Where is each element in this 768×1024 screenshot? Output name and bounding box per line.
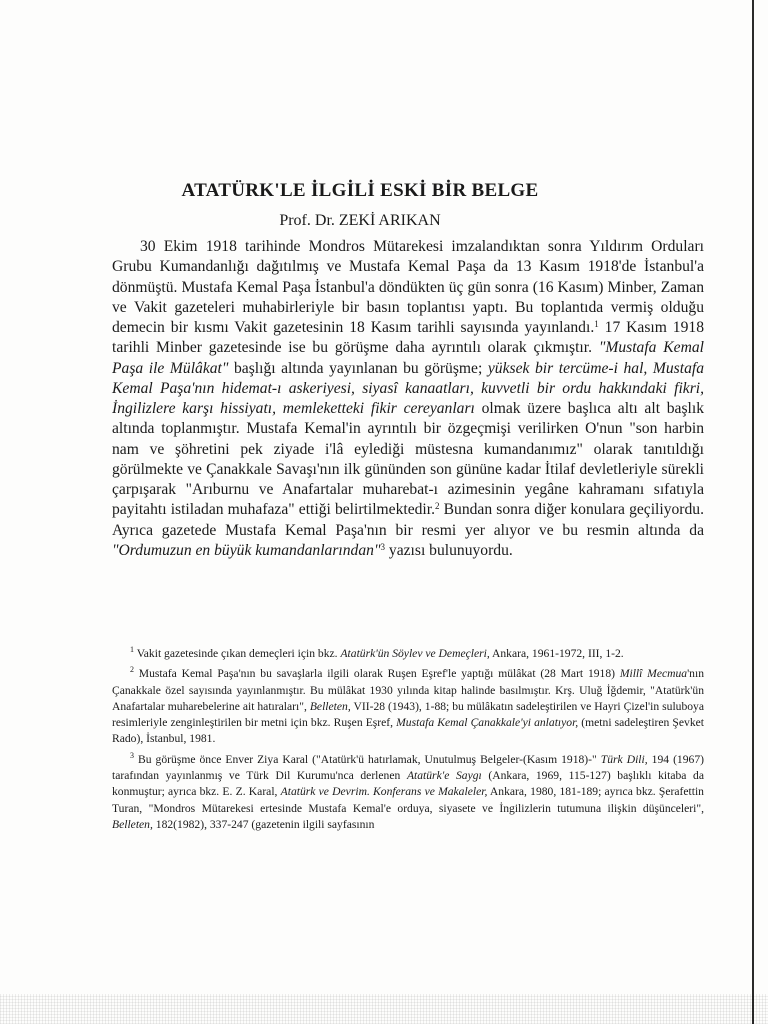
scan-noise xyxy=(0,994,768,1024)
italic-run: Atatürk'ün Söylev ve Demeçleri, xyxy=(340,647,490,660)
italic-run: Mustafa Kemal Çanakkale'yi anlatıyor, xyxy=(396,716,579,730)
text-run: başlığı altında yayınlanan bu görüşme; xyxy=(228,359,488,377)
footnote-marker: 2 xyxy=(130,665,134,675)
footnotes xyxy=(112,646,704,833)
text-run: 182(1982), 337-247 (gazetenin ilgili sayfasının xyxy=(152,817,375,831)
italic-run: Belleten, xyxy=(309,699,351,713)
italic-run: "Mustafa Kemal Paşa ile Mülâkat" xyxy=(112,339,704,377)
italic-run: Atatürk ve Devrim. Konferans ve Makaleler, xyxy=(280,785,488,799)
text-run: Ankara, 1980, 181-189; ayrıca bkz. Şerafettin Turan, "Mondros Mütarekesi ertesinde Mustafa Kemal'e orduya, siyasete ve İngilizlerin tutumuna ilişkin düşünceleri", xyxy=(112,785,704,815)
text-run: 194 (1967) tarafından yayınlanmış ve Türk Dil Kurumu'nca derlenen xyxy=(112,752,704,783)
text-run: 'nın Çanakkale özel sayısında yayınlanmıştır. Bu mülâkat 1930 yılında kitap halinde basılmıştır. Krş. Uluğ İğdemir, "Atatürk'ün Anafartalar muharebelerine ait hatıraları", xyxy=(112,667,704,713)
italic-run: yüksek bir tercüme-i hal, Mustafa Kemal Paşa'nın hidemat-ı askeriyesi, siyasî kanaatları, kuvvetli bir ordu hakkındaki fikri, İngilizlere karşı hissiyatı, memleketteki fikir cereyanları xyxy=(112,359,704,417)
body-paragraph xyxy=(112,237,704,561)
footnote-1 xyxy=(112,646,704,662)
article-author: Prof. Dr. ZEKİ ARIKAN xyxy=(279,212,441,229)
text-run: Bundan sonra diğer konulara geçiliyordu. Ayrıca gazetede Mustafa Kemal Paşa'nın bir resmi yer alıyor ve bu resmin altında da xyxy=(112,501,704,539)
article-body xyxy=(112,237,704,561)
text-run: (metni sadeleştiren Şevket Rado), İstanbul, 1981. xyxy=(112,716,704,746)
footnote-marker: 1 xyxy=(130,645,134,654)
footnote-marker: 3 xyxy=(130,750,134,760)
text-run: VII-28 (1943), 1-88; bu mülâkatın sadeleştirilen ve Hayri Çizel'in suluboya resimleriyle zenginleştirilen bir metni için bkz. Ruşen Eşref, xyxy=(112,699,704,730)
footnote-3 xyxy=(112,752,704,833)
italic-run: Atatürk'e Saygı xyxy=(406,769,482,783)
text-run: olmak üzere başlıca altı alt başlık altında toplanmıştır. Mustafa Kemal'in ayrıntılı bir özgeçmişi verilirken O'nun "son harbin nam ve şöhretini pek ziyade i'lâ eylediği müstesna kumandanımız" olarak tanıtıldığı görülmekte ve Çanakkale Savaşı'nın ilk gününden son gününe kadar İtilaf devletleriyle sürekli çarpışarak "Arıburnu ve Anafartalar muharebat-ı azimesinin yegâne kahramanı sıfatıyla payitahtı istiladan muhafaza" ettiği belirtilmektedir. xyxy=(112,400,704,519)
text-run: (Ankara, 1969, 115-127) başlıklı kitaba da konmuştur; ayrıca bkz. E. Z. Karal, xyxy=(112,769,704,799)
text-run: Mustafa Kemal Paşa'nın bu savaşlarla ilgili olarak Ruşen Eşref'le yaptığı mülâkat (28 Mart 1918) xyxy=(134,667,620,681)
footnote-marker: 2 xyxy=(435,501,440,512)
italic-run: "Ordumuzun en büyük kumandanlarından" xyxy=(112,541,381,559)
text-run: Vakit gazetesinde çıkan demeçleri için bkz. xyxy=(134,647,341,660)
text-run: 30 Ekim 1918 tarihinde Mondros Mütarekesi imzalandıktan sonra Yıldırım Orduları Grubu Kumandanlığı dağıtılmış ve Mustafa Kemal Paşa da 13 Kasım 1918'de İstanbul'a dönmüştü. Mustafa Kemal Paşa İstanbul'a döndükten üç gün sonra (16 Kasım) Minber, Zaman ve Vakit gazeteleri muhabirleriyle bir basın toplantısı yaptı. Bu toplantıda vermiş olduğu demecin bir kısmı Vakit gazetesinin 18 Kasım tarihli sayısında yayınlandı. xyxy=(112,238,704,336)
italic-run: Türk Dili, xyxy=(600,752,648,766)
italic-run: Millî Mecmua xyxy=(619,667,688,681)
text-run: Bu görüşme önce Enver Ziya Karal ("Atatürk'ü hatırlamak, Unutulmuş Belgeler-(Kasım 1918)-" xyxy=(134,752,601,766)
text-run: 17 Kasım 1918 tarihli Minber gazetesinde ise bu görüşme daha ayrıntılı olarak çıkmıştır. xyxy=(112,319,704,357)
footnote-marker: 1 xyxy=(594,319,599,329)
page-edge-line xyxy=(752,0,754,1024)
italic-run: Belleten, xyxy=(112,817,153,831)
article-title: ATATÜRK'LE İLGİLİ ESKİ BİR BELGE xyxy=(181,180,539,201)
text-run: Ankara, 1961-1972, III, 1-2. xyxy=(489,647,624,660)
footnote-marker: 3 xyxy=(380,541,385,552)
text-run: yazısı bulunuyordu. xyxy=(385,541,513,559)
footnote-2 xyxy=(112,666,704,747)
